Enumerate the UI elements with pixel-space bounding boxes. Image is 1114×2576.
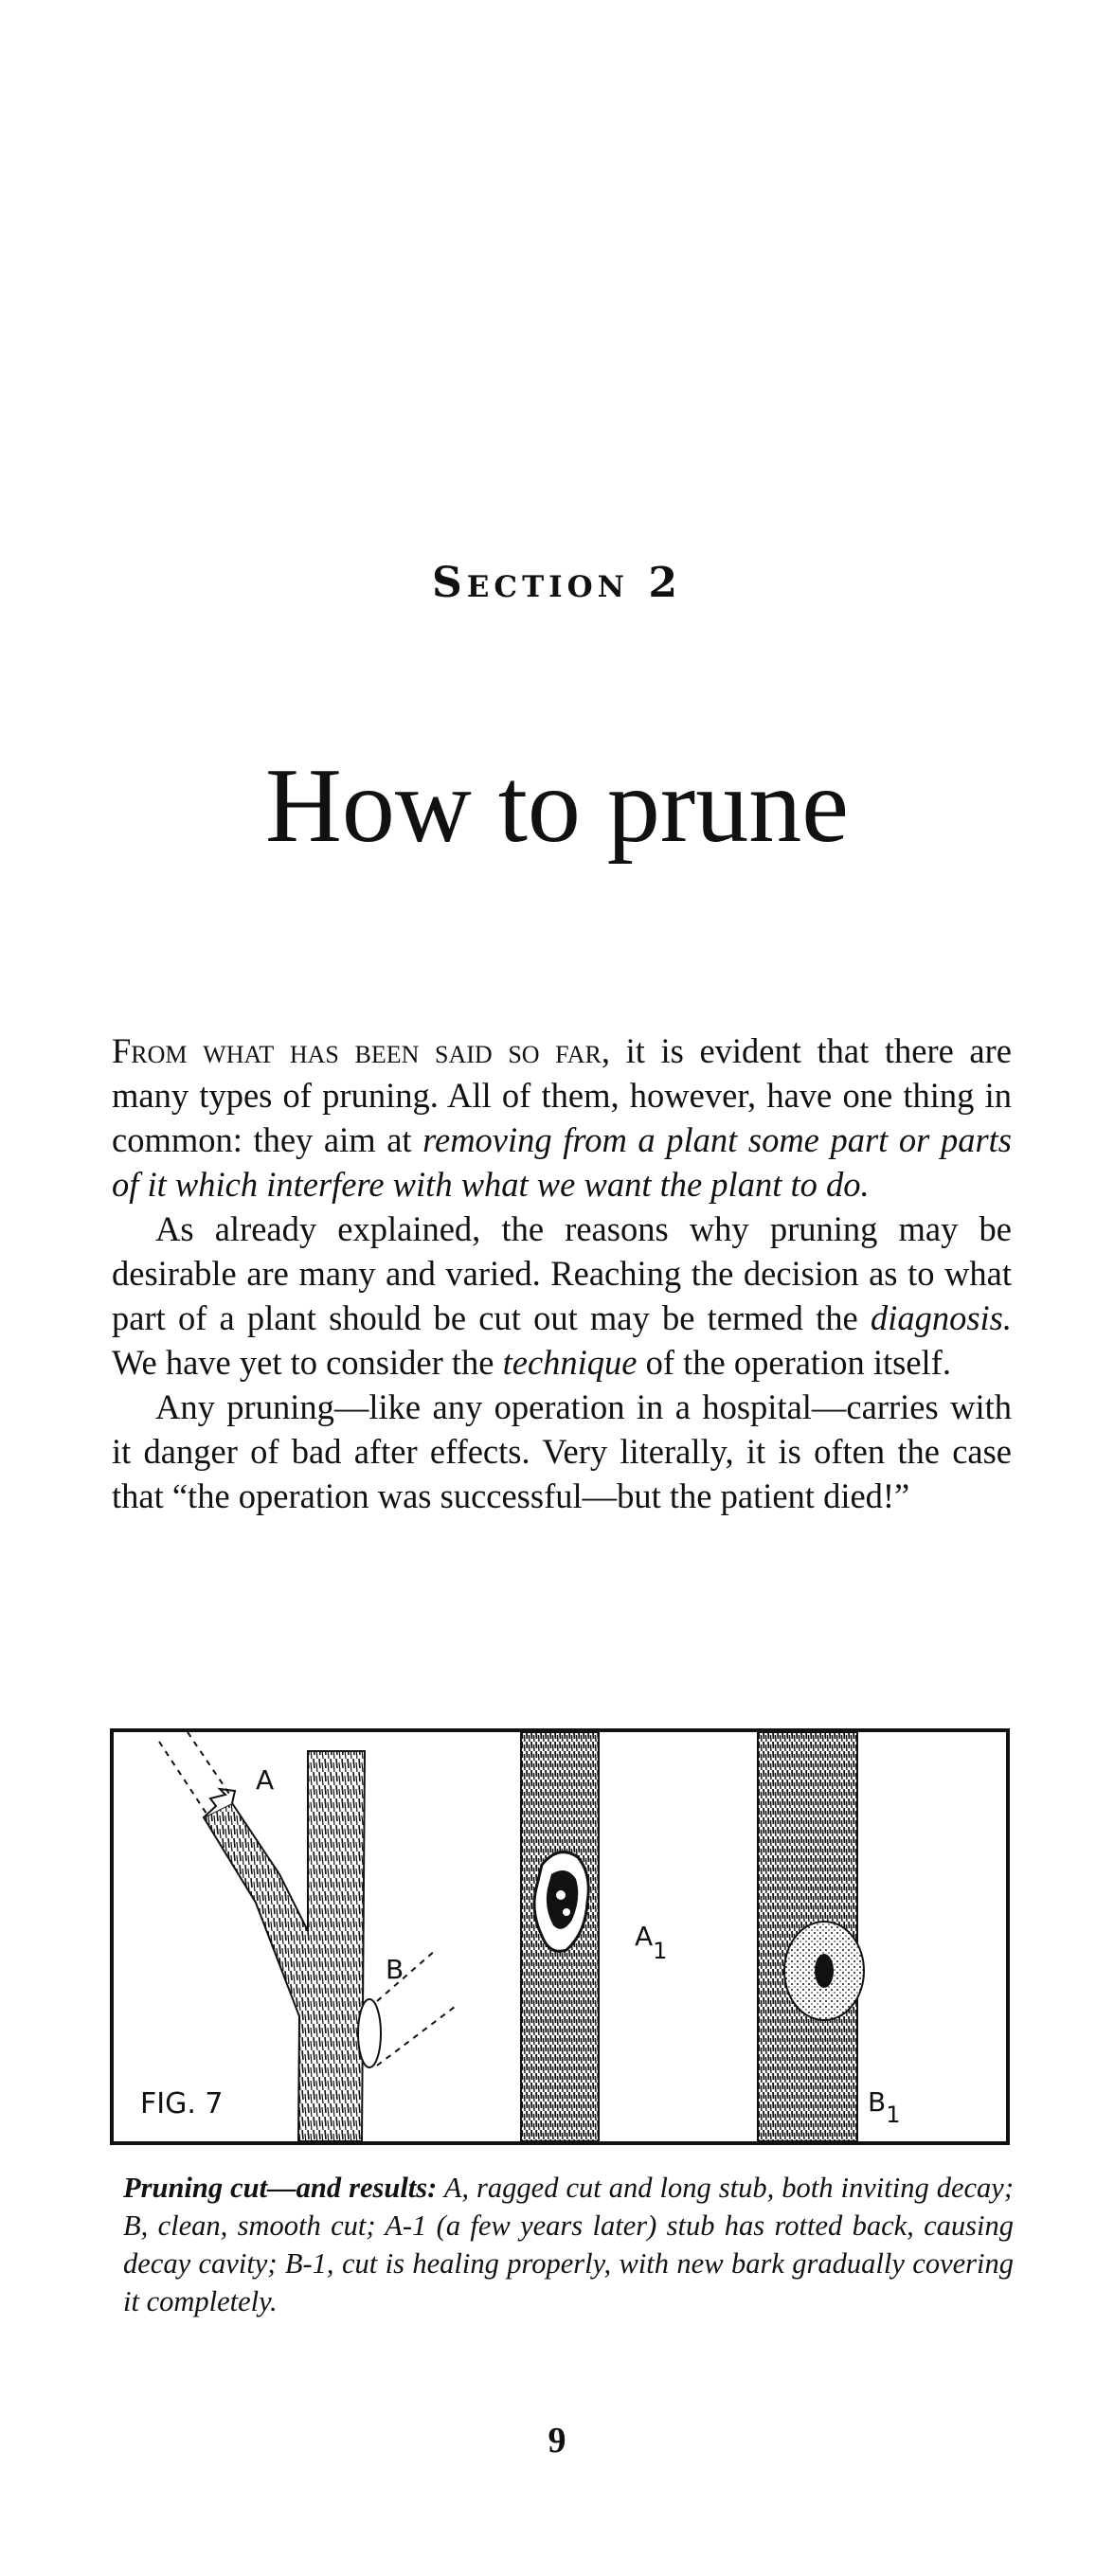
paragraph-2-text-mid: We have yet to consider the (112, 1343, 503, 1382)
section-label: Section 2 (432, 559, 682, 607)
paragraph-3: Any pruning—like any operation in a hospital—carries with it danger of bad after effects. Very literally, it is often the case that “the operation was successful—but the patient died!” (112, 1387, 1012, 1515)
label-b: B (386, 1954, 404, 1985)
body-text (112, 1029, 1012, 1518)
label-b1 (868, 2086, 901, 2128)
paragraph-1-italic: removing from a plant some part or parts of it which interfere with what we want the plant to do. (112, 1120, 1012, 1204)
paragraph-1 (112, 1029, 1012, 1207)
tree-1 (159, 1732, 455, 2141)
tree-3 (758, 1732, 864, 2141)
label-a1 (635, 1921, 667, 1964)
paragraph-1-lead: From what has been said so far, (112, 1031, 610, 1070)
label-b1-main: B (868, 2086, 887, 2118)
caption-text: A, ragged cut and long stub, both inviting decay; B, clean, smooth cut; A-1 (a few years later) stub has rotted back, causing decay cavity; B-1, cut is healing properly, with new bark gradually covering it completely. (123, 2172, 1014, 2317)
paragraph-1-text: it is evident that there are many types of pruning. All of them, however, have one thing in common: they aim at (112, 1031, 1012, 1159)
tree-2 (521, 1732, 599, 2141)
paragraph-2-text: As already explained, the reasons why pruning may be desirable are many and varied. Reaching the decision as to what part of a plant should be cut out may be termed the (112, 1209, 1012, 1337)
pruning-illustration (114, 1732, 1006, 2141)
label-b1-sub: 1 (886, 2102, 901, 2128)
paragraph-2-italic-technique: technique (502, 1343, 638, 1382)
figure-caption (123, 2169, 1014, 2320)
page-title: How to prune (265, 747, 849, 865)
paragraph-2 (112, 1207, 1012, 1385)
label-a: A (256, 1764, 275, 1796)
page-number: 9 (548, 2421, 566, 2460)
paragraph-2-italic-diagnosis: diagnosis. (870, 1298, 1012, 1337)
paragraph-2-text-end: of the operation itself. (637, 1343, 951, 1382)
label-a1-sub: 1 (653, 1938, 668, 1964)
figure-7 (110, 1728, 1010, 2145)
caption-title: Pruning cut—and results: (123, 2172, 438, 2204)
figure-label: FIG. 7 (140, 2087, 224, 2120)
label-a1-main: A (635, 1921, 654, 1952)
